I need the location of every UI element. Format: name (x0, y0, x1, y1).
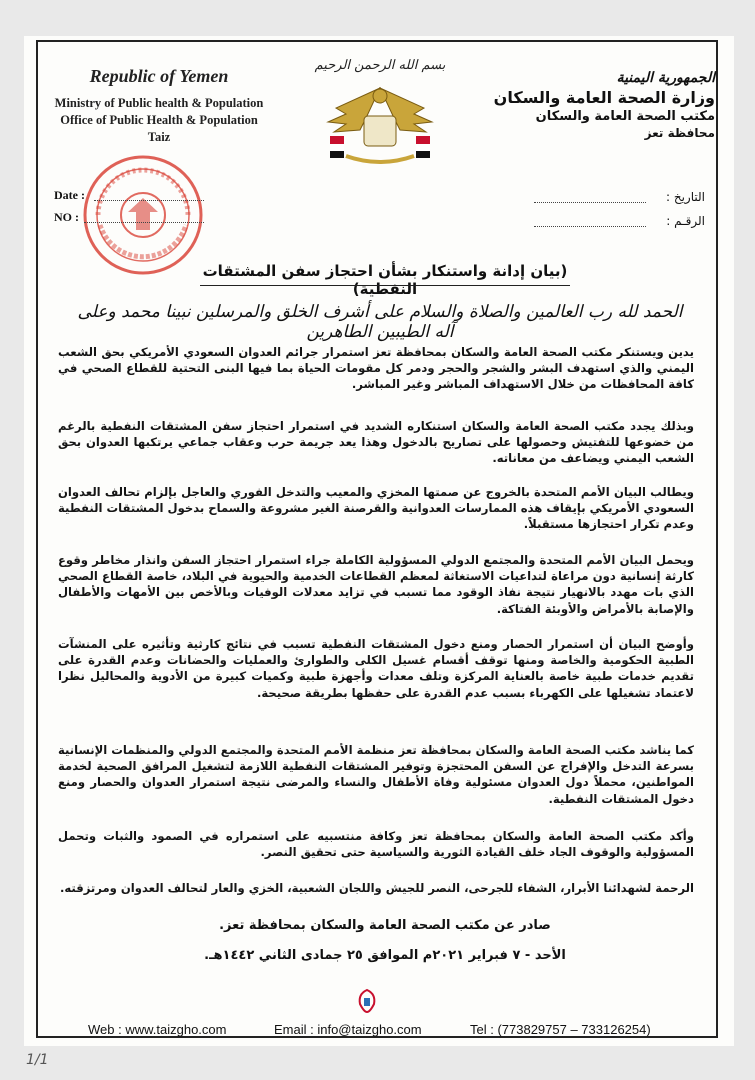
paragraph-1: يدين ويستنكر مكتب الصحة العامة والسكان بمحافظة تعز استمرار جرائم العدوان السعودي الأمريكي بحق الشعب اليمني والذي استهدف البشر والشجر والحجر ودمر كل مقومات الحياة بما فيها البنى التحتية للقطاع الصحي في كافة المحافظات من خلال الاستهداف المباشر وغير المباشر. (58, 345, 694, 392)
paragraph-4: ويحمل البيان الأمم المتحدة والمجتمع الدولي المسؤولية الكاملة جراء استمرار احتجاز السفن وانذار مخاطر وقوع كارثة إنسانية دون مراعاة لتداعيات الاستغاثة لمعظم القطاعات الخدمية والحيوية في البلاد، خاصة القطاع الصحي الذي بات مهدد بالانهيار نتيجة نفاذ الوقود مما تسبب في تزايد معدلات الوفيات وبالأخص بين الأمهات والأطفال والإصابة بالأمراض والأوبئة الفتاكة. (58, 553, 694, 616)
letterhead-en-title: Republic of Yemen (89, 66, 229, 86)
paragraph-6: كما يناشد مكتب الصحة العامة والسكان بمحافظة تعز منظمة الأمم المتحدة والمجتمع الدولي والمنظمات الإنسانية بسرعة التدخل والإفراج عن السفن المحتجزة وتوفير المشتقات النفطية اللازمة لتشغيل المرافق الصحية لخدمة المواطنين، محملاً دول العدوان مسئولية وفاة الأطفال والنساء والمرضى نتيجة استمرار العدوان والحصار ومنع دخول المشتقات النفطية. (58, 743, 694, 806)
letterhead-ar-office: مكتب الصحة العامة والسكان (535, 109, 715, 124)
paragraph-3: ويطالب البيان الأمم المتحدة بالخروج عن صمتها المخزي والمعيب والتدخل الفوري والعاجل بإلزام تحالف العدوان السعودي الأمريكي بإيقاف هذه الممارسات العدوانية والقرصنة الغير مشروعة والسماح بدخول المشتقات النفطية وعدم تكرار احتجازها مستقبلاً. (58, 485, 694, 532)
letterhead-en-office: Office of Public Health & Population (60, 113, 258, 127)
official-seal-stamp-icon (78, 150, 208, 280)
basmala-text: بسم الله الرحمن الرحيم (314, 58, 446, 73)
letterhead-ar-ministry: وزارة الصحة العامة والسكان (493, 88, 715, 107)
number-line-en (84, 222, 204, 223)
page-number: 1/1 (26, 1052, 49, 1068)
letterhead-en-city: Taiz (147, 130, 171, 144)
english-letterhead (44, 66, 274, 146)
opening-praise-line: الحمد لله رب العالمين والصلاة والسلام على أشرف الخلق والمرسلين نبينا محمد وعلى آله الطيبين الطاهرين (77, 302, 683, 342)
issuer-signature-line: صادر عن مكتب الصحة العامة والسكان بمحافظة تعز. (219, 918, 551, 933)
number-label-en: NO : (54, 210, 79, 224)
letterhead-en-ministry: Ministry of Public health & Population (54, 96, 264, 110)
footer-website[interactable]: Web : www.taizgho.com (88, 1022, 227, 1037)
paragraph-8: الرحمة لشهدائنا الأبرار، الشفاء للجرحى، النصر للجيش واللجان الشعبية، الخزي والعار لتحالف العدوان ومرتزقته. (59, 881, 694, 895)
date-label-en: Date : (54, 188, 85, 202)
yemen-eagle-emblem-icon (316, 78, 444, 168)
paragraph-5: وأوضح البيان أن استمرار الحصار ومنع دخول المشتقات النفطية تسبب في نتائج كارثية وتأثيره على المنشآت الطبية الحكومية والخاصة ومنها توقف أقسام غسيل الكلى والطوارئ والعمليات والحضانات وعدم القدرة على تقديم خدمات طبية خاصة بالعناية المركزة وتلف معدات وأجهزة طبية وكميات كبيرة من الأدوية والمحاليل نظرا لاعتماد تشغيلها على الكهرباء بسبب عدم القدرة على حفظها بطريقة صحيحة. (58, 637, 694, 700)
letterhead-ar-governorate: محافظة تعز (644, 126, 715, 140)
letterhead-ar-title: الجمهورية اليمنية (616, 70, 715, 86)
statement-date-line: الأحد - ٧ فبراير ٢٠٢١م الموافق ٢٥ جمادى الثاني ١٤٤٢هـ. (204, 948, 566, 963)
paragraph-7: وأكد مكتب الصحة العامة والسكان بمحافظة تعز وكافة منتسبيه على استمراره في الصمود والثبات وتحمل المسؤولية والوقوف الجاد خلف القيادة الثورية والسياسية حتى تحقيق النصر. (58, 829, 694, 860)
date-line-ar (534, 202, 646, 203)
statement-title: (بيان إدانة واستنكار بشأن احتجاز سفن المشتقات النفطية) (202, 262, 568, 298)
number-line-ar (534, 226, 646, 227)
title-underline (200, 285, 570, 286)
health-office-logo-icon (356, 988, 378, 1014)
paragraph-2: وبذلك يجدد مكتب الصحة العامة والسكان استنكاره الشديد في استمرار احتجاز سفن المشتقات النفطية بالرغم من خضوعها للتفتيش وحصولها على تصاريح بالدخول وهذا يعد جريمة حرب وعقاب جماعي يرتكبها العدوان بحق الشعب اليمني ويضاعف من معاناته. (58, 419, 694, 466)
date-label-ar: التاريخ : (665, 190, 705, 204)
number-label-ar: الرقـم : (666, 214, 705, 228)
date-line-en (94, 200, 204, 201)
footer-telephone: Tel : (773829757 – 733126254) (470, 1022, 651, 1037)
footer-email[interactable]: Email : info@taizgho.com (274, 1022, 422, 1037)
arabic-letterhead (485, 70, 715, 140)
